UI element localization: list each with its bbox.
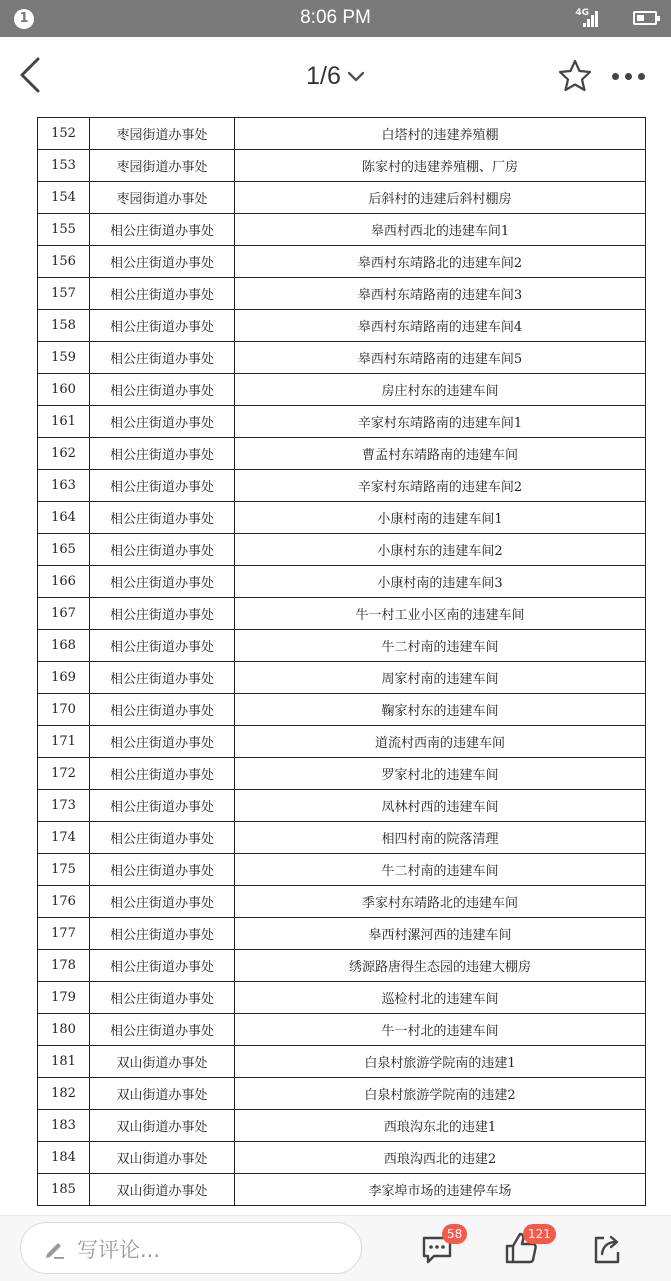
table-row [38,790,646,822]
cell-office-name: 枣园街道办事处 [90,150,235,182]
cell-row-number: 179 [38,982,90,1014]
cell-row-number: 157 [38,278,90,310]
cell-item-description: 季家村东靖路北的违建车间 [235,886,646,918]
table-row [38,854,646,886]
cell-office-name: 相公庄街道办事处 [90,662,235,694]
cell-office-name: 相公庄街道办事处 [90,246,235,278]
network-type: 4G [575,8,589,18]
cell-office-name: 双山街道办事处 [90,1110,235,1142]
table-row [38,1078,646,1110]
cell-row-number: 152 [38,118,90,150]
cell-item-description: 西琅沟西北的违建2 [235,1142,646,1174]
cell-office-name: 相公庄街道办事处 [90,790,235,822]
cell-office-name: 双山街道办事处 [90,1142,235,1174]
cell-office-name: 相公庄街道办事处 [90,374,235,406]
comment-input[interactable] [20,1222,362,1274]
cell-item-description: 牛一村北的违建车间 [235,1014,646,1046]
more-options-icon[interactable] [612,65,656,85]
cell-office-name: 相公庄街道办事处 [90,470,235,502]
table-row [38,726,646,758]
cell-office-name: 枣园街道办事处 [90,118,235,150]
cell-row-number: 159 [38,342,90,374]
cell-office-name: 相公庄街道办事处 [90,438,235,470]
signal-icon [583,11,599,27]
table-row [38,214,646,246]
cell-item-description: 相四村南的院落清理 [235,822,646,854]
cell-office-name: 相公庄街道办事处 [90,342,235,374]
cell-item-description: 小康村南的违建车间3 [235,566,646,598]
cell-office-name: 相公庄街道办事处 [90,502,235,534]
table-row [38,406,646,438]
table-row [38,630,646,662]
cell-row-number: 175 [38,854,90,886]
table-row [38,950,646,982]
cell-item-description: 辛家村东靖路南的违建车间1 [235,406,646,438]
like-button[interactable] [503,1227,551,1268]
cell-row-number: 153 [38,150,90,182]
cell-item-description: 牛一村工业小区南的违建车间 [235,598,646,630]
cell-row-number: 163 [38,470,90,502]
share-button[interactable] [590,1228,630,1268]
comment-placeholder: 写评论... [77,1238,161,1262]
cell-item-description: 辛家村东靖路南的违建车间2 [235,470,646,502]
cell-office-name: 相公庄街道办事处 [90,726,235,758]
table-row [38,1110,646,1142]
comments-count-badge: 58 [442,1224,467,1244]
cell-row-number: 155 [38,214,90,246]
cell-office-name: 相公庄街道办事处 [90,630,235,662]
table-row [38,502,646,534]
cell-item-description: 白泉村旅游学院南的违建2 [235,1078,646,1110]
cell-office-name: 相公庄街道办事处 [90,534,235,566]
cell-row-number: 169 [38,662,90,694]
cell-item-description: 牛二村南的违建车间 [235,630,646,662]
cell-item-description: 皋西村东靖路南的违建车间3 [235,278,646,310]
cell-item-description: 曹孟村东靖路南的违建车间 [235,438,646,470]
cell-row-number: 165 [38,534,90,566]
chevron-down-icon [347,71,365,83]
cell-row-number: 182 [38,1078,90,1110]
status-bar [0,0,671,37]
cell-item-description: 小康村南的违建车间1 [235,502,646,534]
cell-row-number: 156 [38,246,90,278]
cell-row-number: 154 [38,182,90,214]
cell-item-description: 皋西村东靖路南的违建车间5 [235,342,646,374]
cell-row-number: 173 [38,790,90,822]
cell-row-number: 162 [38,438,90,470]
table-row [38,534,646,566]
table-row [38,694,646,726]
document-view[interactable] [0,117,671,1215]
cell-item-description: 小康村东的违建车间2 [235,534,646,566]
table-row [38,246,646,278]
cell-office-name: 相公庄街道办事处 [90,950,235,982]
table-row [38,1142,646,1174]
cell-office-name: 相公庄街道办事处 [90,822,235,854]
comments-button[interactable] [420,1227,463,1268]
table-row [38,278,646,310]
favorite-star-icon[interactable] [556,57,594,95]
table-row [38,1174,646,1206]
cell-office-name: 相公庄街道办事处 [90,598,235,630]
table-row [38,182,646,214]
cell-row-number: 178 [38,950,90,982]
table-row [38,982,646,1014]
cell-office-name: 相公庄街道办事处 [90,566,235,598]
cell-row-number: 161 [38,406,90,438]
table-row [38,758,646,790]
cell-office-name: 相公庄街道办事处 [90,758,235,790]
share-icon [590,1232,624,1266]
likes-count-badge: 121 [523,1224,556,1244]
cell-item-description: 道流村西南的违建车间 [235,726,646,758]
cell-row-number: 183 [38,1110,90,1142]
cell-item-description: 皋西村东靖路南的违建车间4 [235,310,646,342]
table-row [38,918,646,950]
cell-row-number: 170 [38,694,90,726]
system-icons [557,9,657,29]
cell-office-name: 相公庄街道办事处 [90,1014,235,1046]
cell-office-name: 双山街道办事处 [90,1174,235,1206]
cell-office-name: 相公庄街道办事处 [90,278,235,310]
cell-row-number: 174 [38,822,90,854]
cell-item-description: 周家村南的违建车间 [235,662,646,694]
cell-item-description: 陈家村的违建养殖棚、厂房 [235,150,646,182]
cell-item-description: 鞠家村东的违建车间 [235,694,646,726]
cell-row-number: 176 [38,886,90,918]
cell-office-name: 相公庄街道办事处 [90,406,235,438]
cell-row-number: 164 [38,502,90,534]
table-row [38,822,646,854]
nav-bar [0,37,671,117]
cell-item-description: 皋西村西北的违建车间1 [235,214,646,246]
cell-row-number: 181 [38,1046,90,1078]
cell-office-name: 双山街道办事处 [90,1046,235,1078]
cell-row-number: 177 [38,918,90,950]
page-indicator-text: 1/6 [306,62,341,90]
cell-office-name: 相公庄街道办事处 [90,982,235,1014]
cell-row-number: 160 [38,374,90,406]
cell-item-description: 房庄村东的违建车间 [235,374,646,406]
cell-row-number: 180 [38,1014,90,1046]
battery-icon [633,11,657,25]
cell-item-description: 李家埠市场的违建停车场 [235,1174,646,1206]
cell-item-description: 白泉村旅游学院南的违建1 [235,1046,646,1078]
cell-office-name: 相公庄街道办事处 [90,310,235,342]
cell-office-name: 相公庄街道办事处 [90,854,235,886]
cell-office-name: 双山街道办事处 [90,1078,235,1110]
cell-office-name: 枣园街道办事处 [90,182,235,214]
data-table [37,117,646,1206]
table-row [38,662,646,694]
table-row [38,566,646,598]
status-time: 8:06 PM [300,7,371,28]
table-row [38,470,646,502]
cell-item-description: 凤林村西的违建车间 [235,790,646,822]
cell-row-number: 171 [38,726,90,758]
table-row [38,150,646,182]
table-row [38,310,646,342]
table-row [38,598,646,630]
cell-item-description: 皋西村漯河西的违建车间 [235,918,646,950]
cell-item-description: 白塔村的违建养殖棚 [235,118,646,150]
cell-item-description: 巡检村北的违建车间 [235,982,646,1014]
cell-row-number: 185 [38,1174,90,1206]
cell-item-description: 绣源路唐得生态园的违建大棚房 [235,950,646,982]
cell-item-description: 罗家村北的违建车间 [235,758,646,790]
cell-item-description: 后斜村的违建后斜村棚房 [235,182,646,214]
cell-item-description: 皋西村东靖路北的违建车间2 [235,246,646,278]
bottom-bar [0,1215,671,1281]
cell-item-description: 牛二村南的违建车间 [235,854,646,886]
pencil-icon [43,1237,67,1261]
notification-count-badge: 1 [14,9,34,29]
cell-office-name: 相公庄街道办事处 [90,214,235,246]
cell-item-description: 西琅沟东北的违建1 [235,1110,646,1142]
table-row [38,886,646,918]
table-row [38,118,646,150]
table-row [38,374,646,406]
table-row [38,1046,646,1078]
cell-row-number: 158 [38,310,90,342]
cell-row-number: 168 [38,630,90,662]
cell-office-name: 相公庄街道办事处 [90,918,235,950]
cell-office-name: 相公庄街道办事处 [90,694,235,726]
table-row [38,438,646,470]
cell-row-number: 167 [38,598,90,630]
cell-row-number: 166 [38,566,90,598]
cell-row-number: 172 [38,758,90,790]
cell-row-number: 184 [38,1142,90,1174]
cell-office-name: 相公庄街道办事处 [90,886,235,918]
table-row [38,1014,646,1046]
table-row [38,342,646,374]
